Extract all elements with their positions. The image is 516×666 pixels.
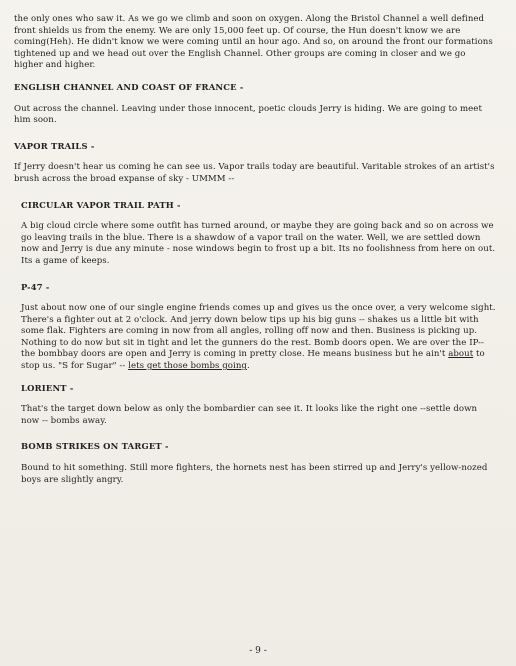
section-text-vapor-trails: If Jerry doesn't hear us coming he can see us. Vapor trails today are beautiful. Varitable strokes of an artist's brush across the broad expanse of sky - UMMM -- [14, 162, 495, 184]
p47-underlined-about: about [448, 349, 474, 360]
section-text-english-channel: Out across the channel. Leaving under those innocent, poetic clouds Jerry is hiding. We are going to meet him soon. [14, 103, 482, 126]
page-number: - 9 - [249, 646, 267, 656]
section-text-p47 [14, 303, 496, 373]
p47-text-part-a: Just about now one of our single engine friends comes up and gives us the once over, a very welcome sight. There's a fighter out at 2 o'clock. And jerry down below tips up his big guns -- shakes us a little bit with some flak. Fighters are coming in now from all angles, rolling off now and then. Business is picking up. Nothing to do now but sit in tight and let the gunners do the rest. Bomb doors open. We are over the IP-- the bombbay doors are open and Jerry is coming in pretty close. He means business but he ain't [21, 303, 496, 360]
section-text-lorient: That's the target down below as only the bombardier can see it. It looks like the right one --settle down now -- bombs away. [21, 404, 478, 426]
section-heading-vapor-trails: VAPOR TRAILS - [14, 140, 95, 151]
section-text-bomb-strikes: Bound to hit something. Still more fighters, the hornets nest has been stirred up and Jerry's yellow-nozed boys are slightly angry. [21, 463, 488, 485]
intro-paragraph: the only ones who saw it. As we go we climb and soon on oxygen. Along the Bristol Channel a well defined front shields us from the enemy. We are only 15,000 feet up. Of course, the Hun doesn't know we are coming(Heh). He didn't know we were coming until an hour ago. And so, on around the front our formations tightened up and we head out over the English Channel. Other groups are coming in closer and we go higher and higher. [14, 14, 493, 71]
section-heading-lorient: LORIENT - [21, 382, 74, 393]
p47-text-part-c: . [246, 361, 250, 372]
p47-text-part-b: to stop us. "S for Sugar" -- [21, 349, 485, 372]
section-heading-circular-vapor-trail: CIRCULAR VAPOR TRAIL PATH - [21, 199, 181, 210]
p47-underlined-bombs: lets get those bombs going [128, 361, 247, 372]
section-heading-p47: P-47 - [21, 281, 50, 292]
section-heading-english-channel: ENGLISH CHANNEL AND COAST OF FRANCE - [14, 81, 244, 92]
section-text-circular-vapor-trail: A big cloud circle where some outfit has turned around, or maybe they are going back and so on across we go leaving trails in the blue. There is a shawdow of a vapor trail on the water. Well, we are settled down now and Jerry is due any minute - nose windows begin to frost up a bit. Its no foolishness from here on out. Its a game of keeps. [21, 221, 496, 266]
section-heading-bomb-strikes: BOMB STRIKES ON TARGET - [21, 441, 169, 452]
